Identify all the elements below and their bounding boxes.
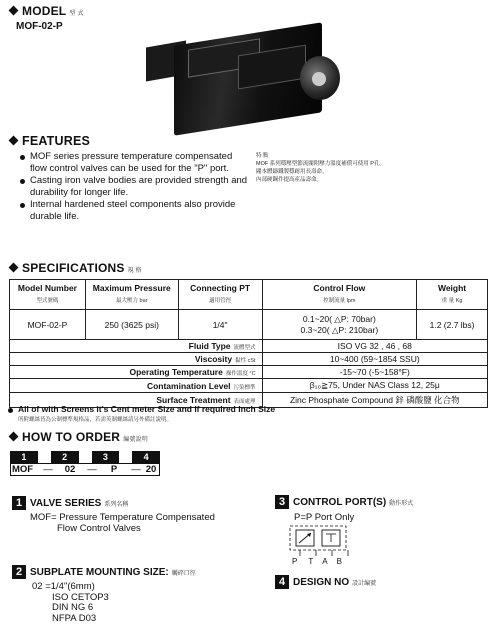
subplate-heading: 2 SUBPLATE MOUNTING SIZE: 觸碎口徑 bbox=[12, 565, 196, 579]
order-code-series: MOF bbox=[12, 464, 34, 475]
order-num-3: 3 bbox=[92, 451, 120, 463]
diamond-icon bbox=[9, 432, 19, 442]
specs-note-cjk: 所附螺絲皆為公制標準規格品，若需英制螺絲請另外備註說明。 bbox=[18, 417, 173, 423]
table-row bbox=[10, 310, 488, 340]
order-code bbox=[10, 451, 160, 476]
cell-pressure: 250 (3625 psi) bbox=[85, 310, 178, 340]
prop-row: Operating Temperature 操作溫度 °C -15~70 (-5~158°F) bbox=[10, 366, 488, 379]
feature-item: Internal hardened steel components also provide durable life. bbox=[20, 199, 250, 223]
design-no-heading: 4 DESIGN NO 設計編號 bbox=[275, 575, 376, 589]
col-flow: Control Flow 控制流量 lpm bbox=[262, 280, 417, 310]
col-weight: Weight 重 量 Kg bbox=[417, 280, 488, 310]
order-num-1: 1 bbox=[10, 451, 38, 463]
valve-series-heading: 1 VALVE SERIES 系列名稱 bbox=[12, 496, 128, 510]
order-num-4: 4 bbox=[132, 451, 160, 463]
diamond-icon bbox=[9, 263, 19, 273]
feature-item: Casting iron valve bodies are provided strength and durability for longer life. bbox=[20, 175, 250, 199]
cell-connecting: 1/4" bbox=[178, 310, 262, 340]
diamond-icon bbox=[9, 6, 19, 16]
diamond-icon bbox=[9, 136, 19, 146]
subplate-body: 02 =1/4"(6mm) ISO CETOP3 DIN NG 6 NFPA D03 bbox=[32, 581, 109, 624]
order-code-size: 02 bbox=[64, 464, 76, 475]
port-labels: P T A B bbox=[292, 557, 342, 566]
prop-row: Fluid Type 流體型式 ISO VG 32 , 46 , 68 bbox=[10, 340, 488, 353]
control-port-text: P=P Port Only bbox=[294, 512, 355, 523]
specs-note: All of with Screens it's Cent meter Size and If required Inch Size bbox=[8, 404, 500, 414]
prop-row: Viscosity 黏性 cSt 10~400 (59~1854 SSU) bbox=[10, 353, 488, 366]
col-model: Model Number 型式號碼 bbox=[10, 280, 86, 310]
table-header-row bbox=[10, 280, 488, 310]
order-code-port: P bbox=[110, 464, 118, 475]
order-number-row bbox=[10, 451, 160, 463]
control-port-heading: 3 CONTROL PORT(S) 動作形式 bbox=[275, 495, 413, 509]
order-num-2: 2 bbox=[51, 451, 79, 463]
cell-model: MOF-02-P bbox=[10, 310, 86, 340]
order-code-row: MOF — 02 — P — 20 bbox=[10, 463, 160, 476]
prop-row: Surface Treatment 表面處理 Zinc Phosphate Compound 鋅 磷酸鹽 化合物 bbox=[10, 393, 488, 408]
feature-item: MOF series pressure temperature compensated flow control valves can be used for the "P" port. bbox=[20, 151, 250, 175]
prop-row: Contamination Level 污染標準 β₁₀≧75, Under NAS Class 12, 25μ bbox=[10, 379, 488, 393]
features-heading: FEATURES bbox=[10, 134, 90, 148]
model-code: MOF-02-P bbox=[16, 21, 63, 32]
order-heading: HOW TO ORDER 編號說明 bbox=[10, 430, 148, 444]
spec-table bbox=[9, 279, 488, 408]
features-cjk: 特 點 MOF 系列穩壓型節流閥附壓力溫度補償可使用 P孔。 閥本體鑄鐵製穩耐用長壽命。 內部硬鋼件提高產品壽命。 bbox=[256, 153, 385, 183]
col-connecting: Connecting PT 適用管徑 bbox=[178, 280, 262, 310]
col-pressure: Maximum Pressure 最大壓力 bar bbox=[85, 280, 178, 310]
valve-series-body: MOF= Pressure Temperature Compensated Flow Control Valves bbox=[30, 512, 215, 534]
features-list bbox=[20, 151, 250, 223]
valve-image bbox=[140, 22, 350, 134]
cell-weight: 1.2 (2.7 lbs) bbox=[417, 310, 488, 340]
model-heading: MODEL 型 式 bbox=[10, 4, 84, 18]
cell-flow: 0.1~20( △P: 70bar) 0.3~20( △P: 210bar) bbox=[262, 310, 417, 340]
order-code-design: 20 bbox=[145, 464, 157, 475]
specs-heading: SPECIFICATIONS 規 格 bbox=[10, 261, 142, 275]
